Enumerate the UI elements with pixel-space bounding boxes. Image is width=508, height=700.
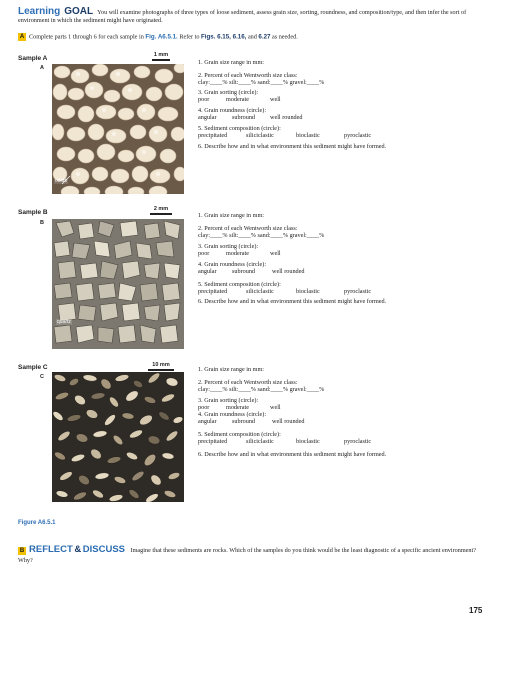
scale-bar-b bbox=[150, 206, 172, 215]
task-a-and: and bbox=[247, 33, 257, 41]
photo-b-letter: B bbox=[40, 220, 44, 226]
reflect-badge: B bbox=[19, 547, 25, 554]
opt-poor[interactable]: poor bbox=[198, 250, 210, 257]
q2-fill-c[interactable]: clay:____% silt:____% sand:____% gravel:____% bbox=[198, 386, 325, 393]
sample-b-label: Sample B bbox=[18, 209, 48, 216]
q2-fill-a[interactable]: clay:____% silt:____% sand:____% gravel:____% bbox=[198, 79, 325, 86]
opt-siliciclastic[interactable]: siliciclastic bbox=[246, 132, 274, 139]
task-a-text-after: as needed. bbox=[272, 33, 298, 41]
photo-sample-c bbox=[52, 372, 184, 502]
q6-b: 6. Describe how and in what environment this sediment might have formed. bbox=[198, 298, 387, 305]
opt-subround[interactable]: subround bbox=[232, 418, 256, 425]
q6-a: 6. Describe how and in what environment this sediment might have formed. bbox=[198, 143, 387, 150]
q3-options-c bbox=[198, 404, 386, 411]
opt-precipitated[interactable]: precipitated bbox=[198, 288, 228, 295]
inset-label-a: ooids bbox=[55, 178, 67, 184]
q3-a: 3. Grain sorting (circle): bbox=[198, 89, 259, 96]
reflect-discuss bbox=[18, 545, 488, 566]
q4-b: 4. Grain roundness (circle): bbox=[198, 261, 267, 268]
scale-a-text: 1 mm bbox=[153, 52, 169, 58]
opt-well[interactable]: well bbox=[270, 96, 281, 103]
scale-c-text: 10 mm bbox=[152, 362, 170, 368]
q5-c: 5. Sediment composition (circle): bbox=[198, 431, 281, 438]
q4-a: 4. Grain roundness (circle): bbox=[198, 107, 267, 114]
reflect-text: Imagine that these sediments are rocks. Which of the samples do you think would be the least diagnostic of a specific ancient environment? Why? bbox=[18, 547, 476, 564]
q2-c: 2. Percent of each Wentworth size class: bbox=[198, 379, 298, 386]
q5-options-b bbox=[198, 288, 386, 295]
sample-a-label: Sample A bbox=[18, 55, 48, 62]
q5-options-a bbox=[198, 132, 386, 139]
q2-a: 2. Percent of each Wentworth size class: bbox=[198, 72, 298, 79]
opt-precipitated[interactable]: precipitated bbox=[198, 132, 228, 139]
photo-sample-b bbox=[52, 219, 184, 349]
q6-c: 6. Describe how and in what environment this sediment might have formed. bbox=[198, 451, 387, 458]
opt-pyroclastic[interactable]: pyroclastic bbox=[344, 132, 372, 139]
q4-c: 4. Grain roundness (circle): bbox=[198, 411, 267, 418]
task-a-badge: A bbox=[19, 34, 25, 40]
sample-c-label: Sample C bbox=[18, 364, 48, 371]
opt-subround[interactable]: subround bbox=[232, 268, 256, 275]
scale-b-text: 2 mm bbox=[153, 206, 169, 212]
task-a-text-middle: Refer to bbox=[179, 33, 200, 41]
opt-well-rounded[interactable]: well rounded bbox=[272, 418, 305, 425]
q4-options-a bbox=[198, 114, 386, 121]
q2-fill-b[interactable]: clay:____% silt:____% sand:____% gravel:____% bbox=[198, 232, 325, 239]
page-number: 175 bbox=[469, 606, 483, 615]
q3-c: 3. Grain sorting (circle): bbox=[198, 397, 259, 404]
opt-moderate[interactable]: moderate bbox=[226, 96, 250, 103]
learning-label: Learning bbox=[18, 6, 61, 17]
opt-angular[interactable]: angular bbox=[198, 114, 217, 121]
q5-a: 5. Sediment composition (circle): bbox=[198, 125, 281, 132]
intro-paragraph bbox=[18, 8, 498, 26]
shell-fragments-image bbox=[52, 372, 184, 502]
opt-siliciclastic[interactable]: siliciclastic bbox=[246, 288, 274, 295]
opt-angular[interactable]: angular bbox=[198, 268, 217, 275]
questions-sample-a bbox=[198, 59, 386, 150]
opt-poor[interactable]: poor bbox=[198, 96, 210, 103]
inset-label-b: quartz bbox=[57, 319, 71, 325]
scale-bar-a bbox=[152, 52, 170, 61]
opt-subround[interactable]: subround bbox=[232, 114, 256, 121]
opt-pyroclastic[interactable]: pyroclastic bbox=[344, 438, 372, 445]
q1-b: 1. Grain size range in mm: bbox=[198, 212, 264, 219]
q4-options-c bbox=[198, 418, 386, 425]
opt-pyroclastic[interactable]: pyroclastic bbox=[344, 288, 372, 295]
photo-c-letter: C bbox=[40, 374, 44, 380]
opt-bioclastic[interactable]: bioclastic bbox=[296, 288, 320, 295]
ooid-grains-image bbox=[52, 64, 184, 194]
opt-well[interactable]: well bbox=[270, 404, 281, 411]
q2-b: 2. Percent of each Wentworth size class: bbox=[198, 225, 298, 232]
task-a-text-before: Complete parts 1 through 6 for each sample in bbox=[29, 33, 144, 41]
questions-sample-b bbox=[198, 212, 386, 305]
task-a bbox=[18, 33, 298, 41]
q4-options-b bbox=[198, 268, 386, 275]
opt-poor[interactable]: poor bbox=[198, 404, 210, 411]
fig-ref-link[interactable]: Fig. A6.5.1. bbox=[145, 33, 178, 41]
opt-precipitated[interactable]: precipitated bbox=[198, 438, 228, 445]
quartz-grains-image bbox=[52, 219, 184, 349]
q3-options-a bbox=[198, 96, 386, 103]
opt-well-rounded[interactable]: well rounded bbox=[272, 268, 305, 275]
q1-c: 1. Grain size range in mm: bbox=[198, 366, 264, 373]
opt-moderate[interactable]: moderate bbox=[226, 250, 250, 257]
fig-last-ref[interactable]: 6.27 bbox=[258, 33, 271, 41]
opt-moderate[interactable]: moderate bbox=[226, 404, 250, 411]
reflect-amp: & bbox=[74, 544, 82, 555]
goal-label: GOAL bbox=[64, 6, 94, 17]
photo-sample-a bbox=[52, 64, 184, 194]
questions-sample-c bbox=[198, 366, 386, 458]
figure-caption: Figure A6.5.1 bbox=[18, 520, 56, 526]
opt-well[interactable]: well bbox=[270, 250, 281, 257]
intro-text: You will examine photographs of three types of loose sediment, assess grain size, sorting, roundness, and composition/type, and then infer the sort of environment in which the sediment might have originated. bbox=[18, 9, 467, 25]
reflect-title: REFLECT bbox=[29, 544, 73, 555]
q1-a: 1. Grain size range in mm: bbox=[198, 59, 264, 66]
opt-siliciclastic[interactable]: siliciclastic bbox=[246, 438, 274, 445]
q3-options-b bbox=[198, 250, 386, 257]
opt-angular[interactable]: angular bbox=[198, 418, 217, 425]
photo-a-letter: A bbox=[40, 65, 44, 71]
opt-bioclastic[interactable]: bioclastic bbox=[296, 132, 320, 139]
q5-options-c bbox=[198, 438, 386, 445]
opt-bioclastic[interactable]: bioclastic bbox=[296, 438, 320, 445]
discuss-title: DISCUSS bbox=[82, 544, 126, 555]
q5-b: 5. Sediment composition (circle): bbox=[198, 281, 281, 288]
scale-bar-c bbox=[148, 362, 174, 371]
figs-refs[interactable]: Figs. 6.15, 6.16, bbox=[200, 33, 247, 41]
q3-b: 3. Grain sorting (circle): bbox=[198, 243, 259, 250]
opt-well-rounded[interactable]: well rounded bbox=[270, 114, 303, 121]
